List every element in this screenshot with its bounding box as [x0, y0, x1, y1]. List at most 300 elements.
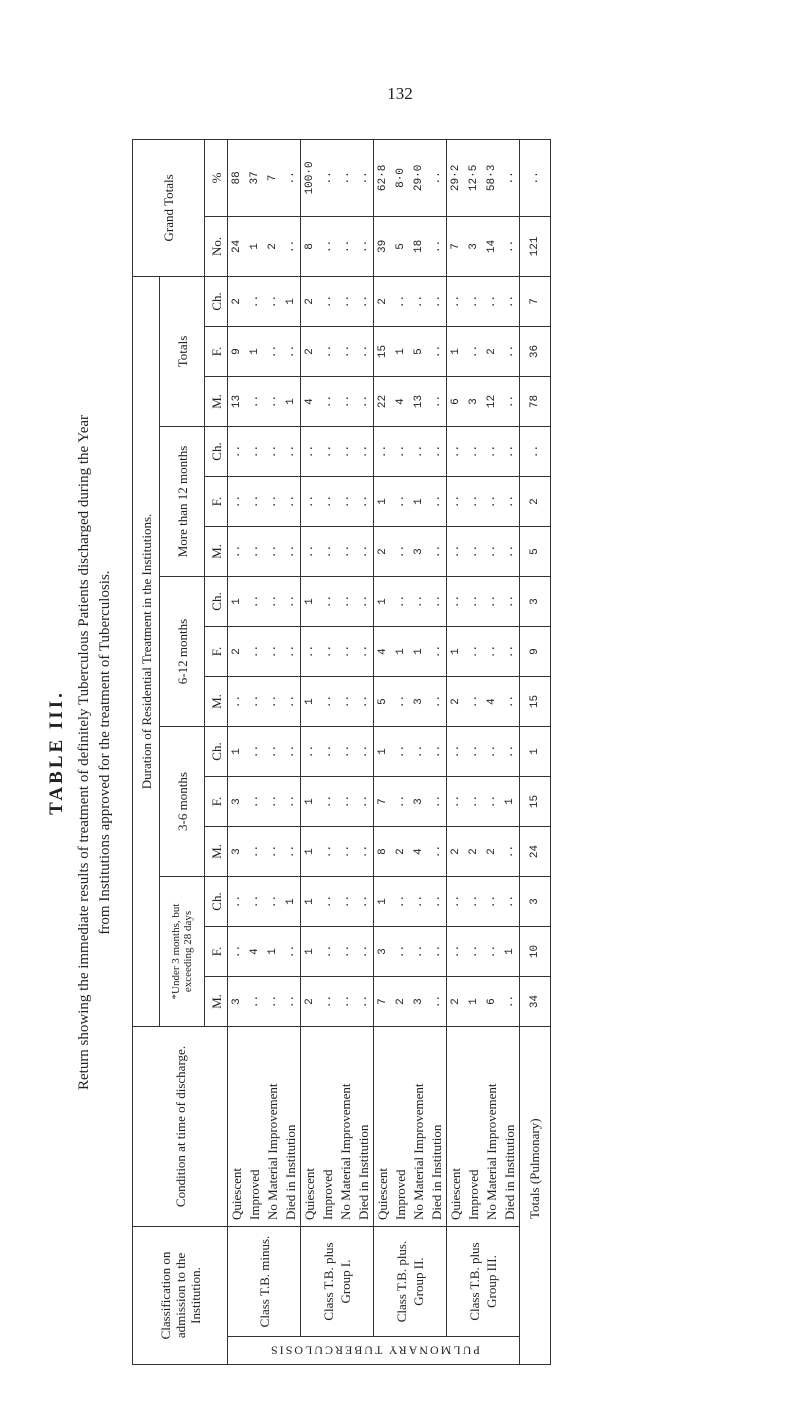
- count-cell: [301, 577, 374, 627]
- count-value: ..: [395, 794, 407, 809]
- count-value: ..: [413, 944, 425, 959]
- count-value: ..: [504, 344, 516, 359]
- count-value: ..: [358, 744, 370, 759]
- count-value: 7: [450, 243, 462, 250]
- count-value: ..: [358, 644, 370, 659]
- count-cell: [228, 677, 301, 727]
- count-value: 37: [249, 171, 261, 185]
- count-value: 6: [486, 998, 498, 1005]
- count-value: ..: [267, 394, 279, 409]
- count-value: ..: [504, 544, 516, 559]
- f-header: F.: [205, 327, 228, 377]
- count-value: ..: [285, 994, 297, 1009]
- count-value: ..: [249, 444, 261, 459]
- count-value: ..: [340, 494, 352, 509]
- pct-header: %: [205, 139, 228, 216]
- count-cell: [447, 677, 520, 727]
- count-cell: [374, 327, 447, 377]
- count-value: ..: [285, 594, 297, 609]
- count-value: 2: [450, 998, 462, 1005]
- count-value: ..: [231, 444, 243, 459]
- count-value: ..: [358, 444, 370, 459]
- m-header: M.: [205, 677, 228, 727]
- count-value: 2: [304, 348, 316, 355]
- ch-header: Ch.: [205, 276, 228, 326]
- count-value: 4: [486, 698, 498, 705]
- count-value: ..: [468, 944, 480, 959]
- count-value: ..: [322, 344, 334, 359]
- condition-label: No Material Improvement: [338, 1083, 353, 1220]
- condition-label: No Material Improvement: [411, 1083, 426, 1220]
- count-cell: [447, 276, 520, 326]
- count-value: 1: [395, 348, 407, 355]
- count-value: ..: [431, 494, 443, 509]
- count-value: ..: [249, 894, 261, 909]
- count-value: 2: [231, 648, 243, 655]
- count-value: ..: [486, 644, 498, 659]
- count-value: ..: [395, 494, 407, 509]
- count-value: 8: [304, 243, 316, 250]
- condition-cell: [301, 1027, 374, 1227]
- count-value: 2: [486, 848, 498, 855]
- count-value: ..: [431, 444, 443, 459]
- totals-value: 2: [520, 477, 551, 527]
- condition-label: Died in Institution: [283, 1124, 298, 1220]
- totals-value: 34: [520, 977, 551, 1027]
- count-value: ..: [340, 794, 352, 809]
- condition-label: No Material Improvement: [265, 1083, 280, 1220]
- count-value: 12·5: [468, 164, 480, 192]
- caption-line: Return showing the immediate results of treatment of definitely Tuberculous Patients discharged during the Year: [76, 414, 92, 1091]
- count-value: 22: [377, 394, 389, 409]
- count-value: ..: [486, 594, 498, 609]
- count-value: 4: [249, 948, 261, 955]
- count-value: ..: [450, 594, 462, 609]
- count-value: ..: [340, 744, 352, 759]
- count-value: 39: [377, 239, 389, 254]
- count-value: 1: [285, 298, 297, 305]
- count-value: ..: [340, 694, 352, 709]
- count-value: ..: [450, 944, 462, 959]
- count-value: ..: [322, 394, 334, 409]
- count-value: 1: [377, 898, 389, 905]
- count-value: ..: [431, 239, 443, 254]
- count-value: ..: [340, 444, 352, 459]
- count-value: 1: [504, 948, 516, 955]
- count-value: ..: [358, 844, 370, 859]
- count-value: ..: [267, 894, 279, 909]
- count-value: ..: [304, 544, 316, 559]
- count-cell: [374, 427, 447, 477]
- count-value: 4: [395, 398, 407, 405]
- f-header: F.: [205, 477, 228, 527]
- totals-value: 10: [520, 927, 551, 977]
- totals-value: 3: [520, 577, 551, 627]
- count-value: 3: [413, 798, 425, 805]
- count-value: ..: [322, 294, 334, 309]
- rotated-table-block: [40, 140, 780, 1365]
- f-header: F.: [205, 927, 228, 977]
- table-caption: [74, 140, 116, 1365]
- count-value: ..: [395, 294, 407, 309]
- condition-label: Improved: [247, 1169, 262, 1220]
- totals-value: 3: [520, 877, 551, 927]
- count-value: ..: [285, 239, 297, 254]
- count-value: ..: [431, 171, 443, 185]
- count-value: 18: [413, 239, 425, 254]
- grand-total-no-cell: [374, 216, 447, 276]
- count-cell: [374, 276, 447, 326]
- count-value: ..: [322, 744, 334, 759]
- count-value: ..: [358, 294, 370, 309]
- count-value: ..: [285, 844, 297, 859]
- count-value: ..: [249, 794, 261, 809]
- count-cell: [228, 327, 301, 377]
- count-value: ..: [231, 694, 243, 709]
- count-cell: [301, 827, 374, 877]
- count-cell: [301, 477, 374, 527]
- over-12-months-header: More than 12 months: [160, 427, 205, 577]
- count-value: 1: [304, 848, 316, 855]
- count-value: 1: [304, 898, 316, 905]
- count-value: ..: [431, 794, 443, 809]
- count-value: ..: [304, 744, 316, 759]
- classification-cell: Class T.B. plus Group III.: [447, 1227, 520, 1337]
- count-value: 1: [285, 398, 297, 405]
- count-cell: [301, 977, 374, 1027]
- count-value: 1: [377, 598, 389, 605]
- count-value: 15: [377, 344, 389, 359]
- count-value: 8·0: [395, 168, 407, 188]
- count-value: ..: [267, 544, 279, 559]
- count-cell: [374, 827, 447, 877]
- count-value: ..: [358, 494, 370, 509]
- count-value: 2: [377, 298, 389, 305]
- count-value: ..: [377, 444, 389, 459]
- count-value: ..: [322, 844, 334, 859]
- totals-value: 5: [520, 527, 551, 577]
- count-value: ..: [267, 444, 279, 459]
- condition-label: Improved: [393, 1169, 408, 1220]
- count-value: ..: [304, 444, 316, 459]
- count-value: 3: [377, 948, 389, 955]
- count-value: ..: [395, 594, 407, 609]
- count-value: ..: [322, 944, 334, 959]
- caption-line: from Institutions approved for the treatment of Tuberculosis.: [97, 570, 113, 935]
- m-header: M.: [205, 977, 228, 1027]
- results-table: [132, 139, 551, 1365]
- count-value: 1: [304, 698, 316, 705]
- count-value: 3: [468, 243, 480, 250]
- count-value: 2: [231, 298, 243, 305]
- count-cell: [447, 527, 520, 577]
- count-value: ..: [431, 394, 443, 409]
- count-value: 9: [231, 348, 243, 355]
- count-value: 29·2: [450, 164, 462, 192]
- condition-label: Quiescent: [375, 1168, 390, 1220]
- count-value: ..: [322, 644, 334, 659]
- count-value: ..: [358, 594, 370, 609]
- condition-cell: [374, 1027, 447, 1227]
- count-cell: [447, 977, 520, 1027]
- count-value: ..: [322, 794, 334, 809]
- count-cell: [447, 577, 520, 627]
- count-value: 1: [504, 798, 516, 805]
- count-cell: [228, 477, 301, 527]
- count-value: 4: [377, 648, 389, 655]
- count-value: 29·0: [413, 164, 425, 192]
- count-value: ..: [340, 594, 352, 609]
- f-header: F.: [205, 627, 228, 677]
- count-value: ..: [486, 944, 498, 959]
- count-cell: [374, 377, 447, 427]
- count-value: ..: [395, 944, 407, 959]
- count-value: ..: [267, 744, 279, 759]
- grand-totals-header: Grand Totals: [133, 139, 205, 276]
- count-value: ..: [231, 894, 243, 909]
- count-value: 2: [486, 348, 498, 355]
- count-value: ..: [358, 344, 370, 359]
- count-value: ..: [231, 944, 243, 959]
- count-value: ..: [322, 239, 334, 254]
- count-value: ..: [304, 644, 316, 659]
- count-cell: [301, 777, 374, 827]
- count-value: ..: [249, 744, 261, 759]
- count-value: ..: [358, 171, 370, 185]
- count-cell: [301, 427, 374, 477]
- count-value: 12: [486, 394, 498, 409]
- ch-header: Ch.: [205, 727, 228, 777]
- count-value: 1: [304, 948, 316, 955]
- count-value: 2: [377, 548, 389, 555]
- count-value: 8: [377, 848, 389, 855]
- count-value: ..: [267, 594, 279, 609]
- totals-value: 7: [520, 276, 551, 326]
- count-value: ..: [358, 794, 370, 809]
- count-value: 13: [413, 394, 425, 409]
- count-value: 6: [450, 398, 462, 405]
- count-value: ..: [249, 544, 261, 559]
- count-value: 3: [231, 848, 243, 855]
- count-value: ..: [322, 994, 334, 1009]
- count-value: ..: [285, 494, 297, 509]
- count-value: 5: [395, 243, 407, 250]
- group-row: [228, 139, 301, 1364]
- count-value: ..: [340, 171, 352, 185]
- count-cell: [228, 877, 301, 927]
- count-cell: [374, 927, 447, 977]
- count-value: ..: [267, 344, 279, 359]
- count-cell: [374, 677, 447, 727]
- count-cell: [228, 527, 301, 577]
- count-value: ..: [468, 694, 480, 709]
- count-value: ..: [468, 444, 480, 459]
- count-value: ..: [340, 394, 352, 409]
- count-value: ..: [431, 594, 443, 609]
- count-value: 1: [413, 498, 425, 505]
- count-value: ..: [504, 744, 516, 759]
- count-value: ..: [358, 944, 370, 959]
- count-value: ..: [504, 239, 516, 254]
- grand-total-no-cell: [301, 216, 374, 276]
- ch-header: Ch.: [205, 877, 228, 927]
- condition-label: Died in Institution: [502, 1124, 517, 1220]
- count-cell: [228, 577, 301, 627]
- count-cell: [374, 627, 447, 677]
- count-cell: [447, 477, 520, 527]
- count-value: ..: [450, 544, 462, 559]
- count-value: ..: [285, 744, 297, 759]
- condition-cell: [228, 1027, 301, 1227]
- grand-total-pct-cell: [447, 139, 520, 216]
- count-value: ..: [231, 494, 243, 509]
- count-value: ..: [340, 894, 352, 909]
- count-value: 2: [395, 998, 407, 1005]
- totals-value: 24: [520, 827, 551, 877]
- count-value: ..: [450, 794, 462, 809]
- count-value: 5: [377, 698, 389, 705]
- count-value: ..: [504, 894, 516, 909]
- count-value: ..: [431, 544, 443, 559]
- count-value: ..: [468, 794, 480, 809]
- count-value: ..: [413, 744, 425, 759]
- count-value: ..: [504, 644, 516, 659]
- count-cell: [447, 927, 520, 977]
- count-value: ..: [486, 494, 498, 509]
- count-value: 2: [304, 998, 316, 1005]
- count-value: ..: [450, 444, 462, 459]
- count-value: ..: [431, 844, 443, 859]
- totals-value: 1: [520, 727, 551, 777]
- ch-header: Ch.: [205, 577, 228, 627]
- count-value: ..: [486, 794, 498, 809]
- count-value: ..: [267, 794, 279, 809]
- count-value: ..: [468, 744, 480, 759]
- count-value: ..: [340, 644, 352, 659]
- count-value: ..: [340, 344, 352, 359]
- count-cell: [228, 977, 301, 1027]
- duration-header: Duration of Residential Treatment in the Institutions.: [133, 276, 160, 1026]
- totals-value: 121: [520, 216, 551, 276]
- classification-cell: Class T.B. plus Group I.: [301, 1227, 374, 1337]
- totals-value: 15: [520, 677, 551, 727]
- count-value: ..: [504, 494, 516, 509]
- count-cell: [228, 777, 301, 827]
- count-cell: [447, 377, 520, 427]
- count-value: ..: [468, 544, 480, 559]
- under-3-months-header: *Under 3 months, but exceeding 28 days: [160, 877, 205, 1027]
- count-value: ..: [285, 344, 297, 359]
- count-value: 1: [450, 348, 462, 355]
- count-value: ..: [504, 444, 516, 459]
- 6-12-months-header: 6-12 months: [160, 577, 205, 727]
- count-value: ..: [249, 594, 261, 609]
- count-value: ..: [249, 294, 261, 309]
- count-cell: [447, 777, 520, 827]
- count-cell: [447, 727, 520, 777]
- count-value: ..: [267, 994, 279, 1009]
- totals-value: 9: [520, 627, 551, 677]
- count-value: 3: [413, 698, 425, 705]
- condition-label: Died in Institution: [356, 1124, 371, 1220]
- count-value: ..: [249, 994, 261, 1009]
- count-value: 1: [395, 648, 407, 655]
- condition-header: Condition at time of discharge.: [133, 1027, 228, 1227]
- count-value: 1: [304, 598, 316, 605]
- condition-label: Quiescent: [448, 1168, 463, 1220]
- count-value: 1: [285, 898, 297, 905]
- classification-cell: Class T.B. minus.: [228, 1227, 301, 1337]
- count-cell: [447, 427, 520, 477]
- count-cell: [374, 727, 447, 777]
- count-cell: [374, 527, 447, 577]
- table-title: TABLE III.: [46, 690, 67, 815]
- count-value: 3: [468, 398, 480, 405]
- count-value: 1: [377, 748, 389, 755]
- count-value: ..: [504, 594, 516, 609]
- count-value: ..: [340, 294, 352, 309]
- count-value: 100·0: [304, 161, 316, 195]
- count-value: ..: [285, 694, 297, 709]
- m-header: M.: [205, 827, 228, 877]
- count-value: ..: [285, 794, 297, 809]
- count-value: ..: [468, 294, 480, 309]
- count-cell: [228, 377, 301, 427]
- count-value: ..: [504, 171, 516, 185]
- count-value: ..: [486, 444, 498, 459]
- count-value: ..: [267, 644, 279, 659]
- grand-total-pct-cell: [301, 139, 374, 216]
- count-value: 3: [231, 798, 243, 805]
- count-value: ..: [468, 894, 480, 909]
- count-value: ..: [431, 344, 443, 359]
- count-cell: [447, 327, 520, 377]
- count-value: ..: [504, 294, 516, 309]
- count-cell: [301, 527, 374, 577]
- count-cell: [301, 727, 374, 777]
- count-value: ..: [504, 694, 516, 709]
- count-value: ..: [486, 894, 498, 909]
- count-value: ..: [285, 544, 297, 559]
- condition-label: Quiescent: [302, 1168, 317, 1220]
- count-value: ..: [340, 239, 352, 254]
- count-cell: [374, 977, 447, 1027]
- count-cell: [301, 276, 374, 326]
- count-value: ..: [431, 994, 443, 1009]
- count-cell: [447, 627, 520, 677]
- count-value: ..: [486, 544, 498, 559]
- count-value: ..: [413, 594, 425, 609]
- totals-header: Totals: [160, 276, 205, 426]
- count-value: ..: [358, 994, 370, 1009]
- count-value: ..: [340, 944, 352, 959]
- count-value: ..: [395, 444, 407, 459]
- count-value: 1: [413, 648, 425, 655]
- count-cell: [301, 877, 374, 927]
- count-value: ..: [395, 544, 407, 559]
- condition-label: Died in Institution: [429, 1124, 444, 1220]
- f-header: F.: [205, 777, 228, 827]
- count-value: ..: [267, 494, 279, 509]
- count-value: 2: [267, 243, 279, 250]
- count-value: ..: [504, 994, 516, 1009]
- count-cell: [228, 827, 301, 877]
- count-value: ..: [450, 494, 462, 509]
- count-value: 1: [304, 798, 316, 805]
- count-value: 1: [231, 748, 243, 755]
- group-row: [447, 139, 520, 1364]
- condition-label: Quiescent: [229, 1168, 244, 1220]
